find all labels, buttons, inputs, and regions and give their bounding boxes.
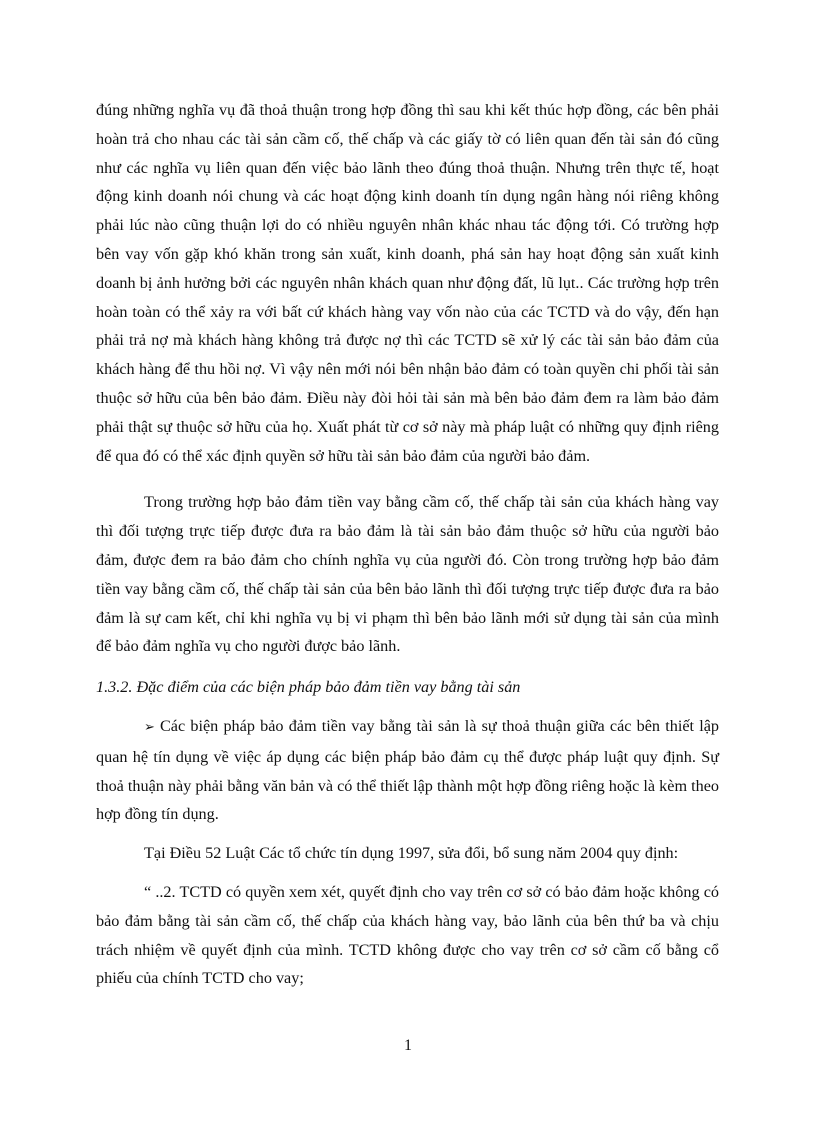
page-number: 1 (404, 1037, 412, 1054)
section-heading: 1.3.2. Đặc điểm của các biện pháp bảo đảm tiền vay bằng tài sản (96, 678, 521, 697)
paragraph-pledge-cases: Trong trường hợp bảo đảm tiền vay bằng cầm cố, thế chấp tài sản của khách hàng vay thì đối tượng trực tiếp được đưa ra bảo đảm là tài sản bảo đảm thuộc sở hữu của người bảo đảm, được đem ra bảo đảm cho chính nghĩa vụ của người đó. Còn trong trường hợp bảo đảm tiền vay bằng cầm cố, thế chấp tài sản của bên bảo lãnh thì đối tượng trực tiếp được đưa ra bảo đảm là sự cam kết, chỉ khi nghĩa vụ bị vi phạm thì bên bảo lãnh mới sử dụng tài sản của mình để bảo đảm nghĩa vụ cho người được bảo lãnh. (96, 493, 719, 656)
document-body (96, 96, 719, 993)
arrow-bullet-icon: ➢ (144, 719, 155, 735)
law-quote-paragraph: “ ..2. TCTD có quyền xem xét, quyết định cho vay trên cơ sở có bảo đảm hoặc không có bảo đảm bằng tài sản cầm cố, thế chấp của khách hàng vay, bảo lãnh của bên thứ ba và chịu trách nhiệm về quyết định của mình. TCTD không được cho vay trên cơ sở cầm cố bằng cổ phiếu của chính TCTD cho vay; (96, 882, 719, 988)
bullet-text: Các biện pháp bảo đảm tiền vay bằng tài sản là sự thoả thuận giữa các bên thiết lập quan hệ tín dụng về việc áp dụng các biện pháp bảo đảm cụ thể được pháp luật quy định. Sự thoả thuận này phải bằng văn bản và có thể thiết lập thành một hợp đồng riêng hoặc là kèm theo hợp đồng tín dụng. (96, 716, 719, 824)
law-intro-paragraph: Tại Điều 52 Luật Các tổ chức tín dụng 1997, sửa đổi, bổ sung năm 2004 quy định: (144, 844, 679, 863)
bullet-paragraph (96, 712, 719, 829)
paragraph-obligations: đúng những nghĩa vụ đã thoả thuận trong hợp đồng thì sau khi kết thúc hợp đồng, các bên phải hoàn trả cho nhau các tài sản cầm cố, thế chấp và các giấy tờ có liên quan đến tài sản đó cũng như các nghĩa vụ liên quan đến việc bảo lãnh theo đúng thoả thuận. Nhưng trên thực tế, hoạt động kinh doanh nói chung và các hoạt động kinh doanh tín dụng ngân hàng nói riêng không phải lúc nào cũng thuận lợi do có nhiều nguyên nhân khác nhau tác động tới. Có trường hợp bên vay vốn gặp khó khăn trong sản xuất, kinh doanh, phá sản hay hoạt động sản xuất kinh doanh bị ảnh hưởng bởi các nguyên nhân khách quan như động đất, lũ lụt.. Các trường hợp trên hoàn toàn có thể xảy ra với bất cứ khách hàng vay vốn nào của các TCTD và do vậy, đến hạn phải trả nợ mà khách hàng không trả được nợ thì các TCTD sẽ xử lý các tài sản bảo đảm của khách hàng để thu hồi nợ. Vì vậy nên mới nói bên nhận bảo đảm có toàn quyền chi phối tài sản thuộc sở hữu của bên bảo đảm. Điều này đòi hỏi tài sản mà bên bảo đảm đem ra làm bảo đảm phải thật sự thuộc sở hữu của họ. Xuất phát từ cơ sở này mà pháp luật có những quy định riêng để qua đó có thể xác định quyền sở hữu tài sản bảo đảm của người bảo đảm. (96, 101, 719, 465)
